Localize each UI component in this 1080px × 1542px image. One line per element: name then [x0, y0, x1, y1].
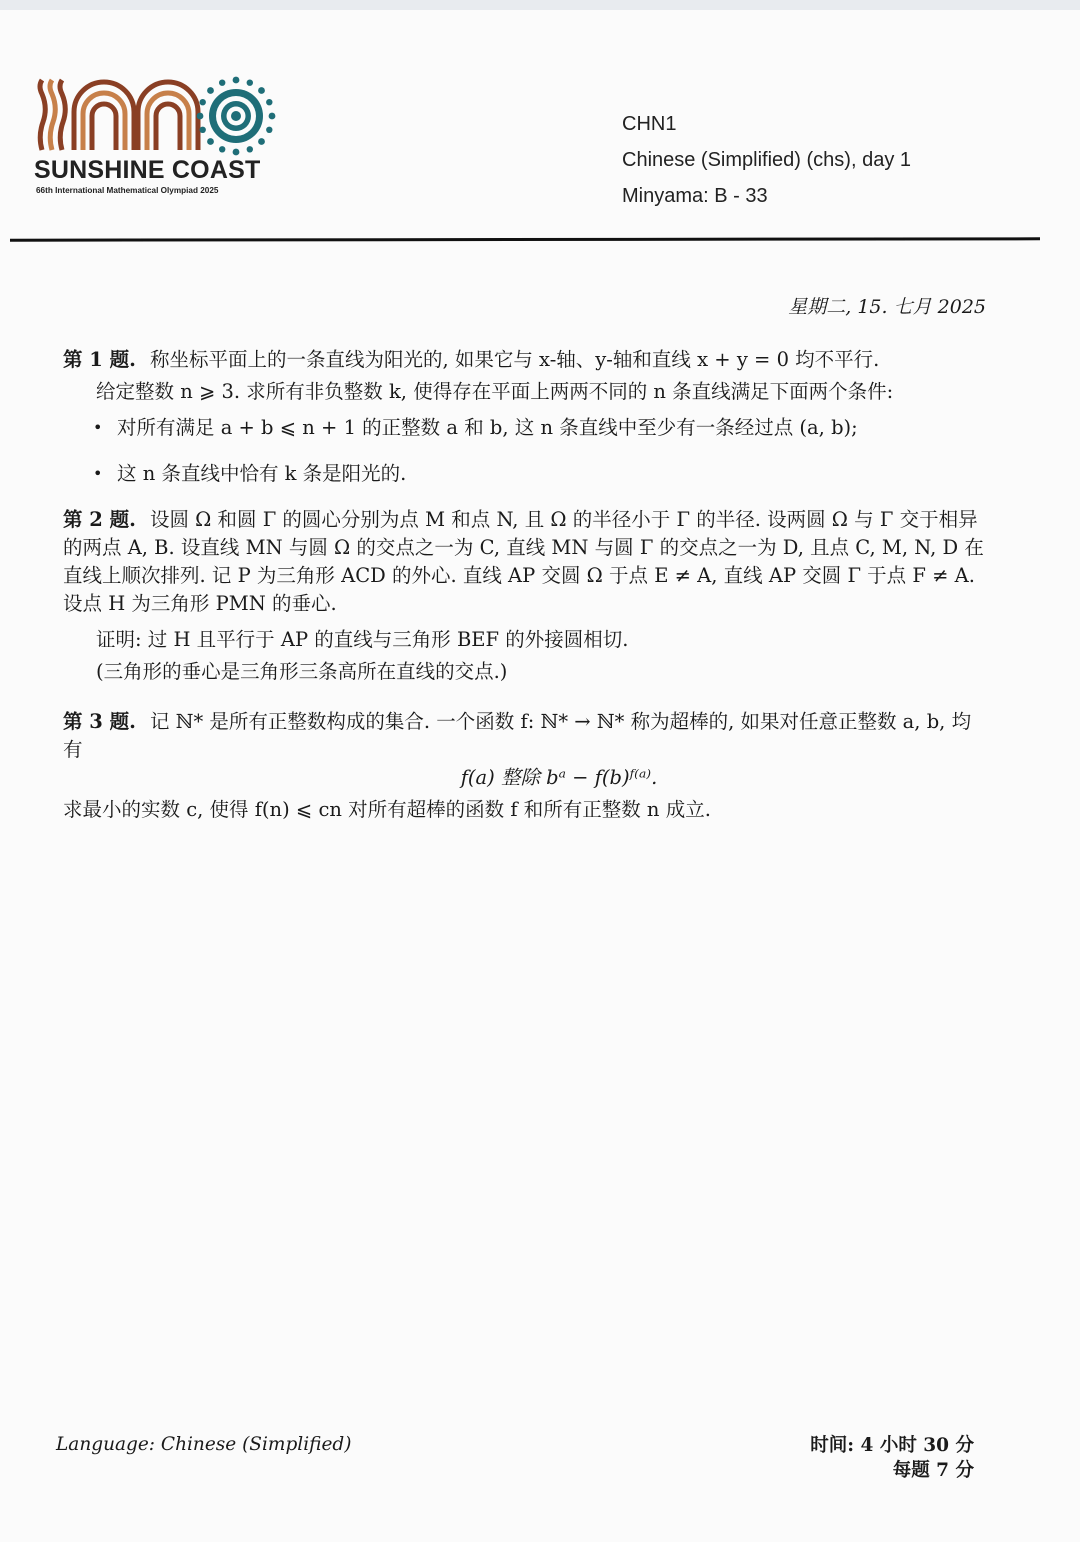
problem-3 [63, 708, 985, 824]
problem-2-claim: 证明: 过 H 且平行于 AP 的直线与三角形 BEF 的外接圆相切. [96, 628, 629, 651]
problem-3-question: 求最小的实数 c, 使得 f(n) ⩽ cn 对所有超棒的函数 f 和所有正整数 n 成立. [63, 798, 711, 821]
problem-2 [63, 506, 985, 686]
exam-date: 星期二, 15. 七月 2025 [788, 296, 986, 318]
time-limit: 时间: 4 小时 30 分 [810, 1435, 974, 1456]
venue: Minyama: B - 33 [622, 185, 768, 207]
country-code: CHN1 [622, 113, 677, 135]
problem-3-title: 第 3 题. [63, 710, 136, 733]
exam-meta [622, 112, 911, 220]
problems [63, 346, 985, 840]
points-per-problem: 每题 7 分 [892, 1460, 974, 1481]
top-strip [0, 0, 1080, 10]
problem-1-title: 第 1 题. [63, 348, 136, 371]
problem-3-formula: f(a) 整除 bᵃ − f(b)ᶠ⁽ᵃ⁾. [460, 766, 658, 789]
footer-time-block [810, 1433, 974, 1483]
problem-2-note: (三角形的垂心是三角形三条高所在直线的交点.) [96, 660, 508, 683]
problem-2-title: 第 2 题. [63, 508, 136, 531]
problem-3-statement: 记 ℕ* 是所有正整数构成的集合. 一个函数 f: ℕ* → ℕ* 称为超棒的, 如果对任意正整数 a, b, 均有 [63, 710, 972, 761]
imo-logo [34, 72, 294, 202]
problem-1-statement: 称坐标平面上的一条直线为阳光的, 如果它与 x-轴、y-轴和直线 x + y = 0 均不平行. [149, 348, 880, 371]
problem-2-statement: 设圆 Ω 和圆 Γ 的圆心分别为点 M 和点 N, 且 Ω 的半径小于 Γ 的半径. 设两圆 Ω 与 Γ 交于相异的两点 A, B. 设直线 MN 与圆 Ω 的交点之一为 C, 直线 MN 与圆 Γ 的交点之一为 D, 且点 C, M, N, D 在直线上顺次排列. 记 P 为三角形 ACD 的外心. 直线 AP 交圆 Ω 于点 E ≠ A, 直线 AP 交圆 Γ 于点 F ≠ A. 设点 H 为三角形 PMN 的垂心. [63, 508, 984, 615]
condition-item: • 对所有满足 a + b ⩽ n + 1 的正整数 a 和 b, 这 n 条直线中至少有一条经过点 (a, b); [93, 414, 985, 442]
problem-1-question: 给定整数 n ⩾ 3. 求所有非负整数 k, 使得存在平面上两两不同的 n 条直线满足下面两个条件: [96, 380, 894, 403]
footer-language: Language: Chinese (Simplified) [56, 1434, 352, 1455]
logo-arches-and-sun-icon [34, 72, 294, 156]
logo-name: SUNSHINE COAST [34, 156, 261, 184]
language-line: Chinese (Simplified) (chs), day 1 [622, 149, 911, 171]
header-divider [10, 237, 1040, 241]
logo-subtitle: 66th International Mathematical Olympiad 2025 [36, 186, 219, 195]
problem-1-conditions [63, 414, 985, 488]
problem-1 [63, 346, 985, 488]
condition-item: • 这 n 条直线中恰有 k 条是阳光的. [93, 460, 985, 488]
